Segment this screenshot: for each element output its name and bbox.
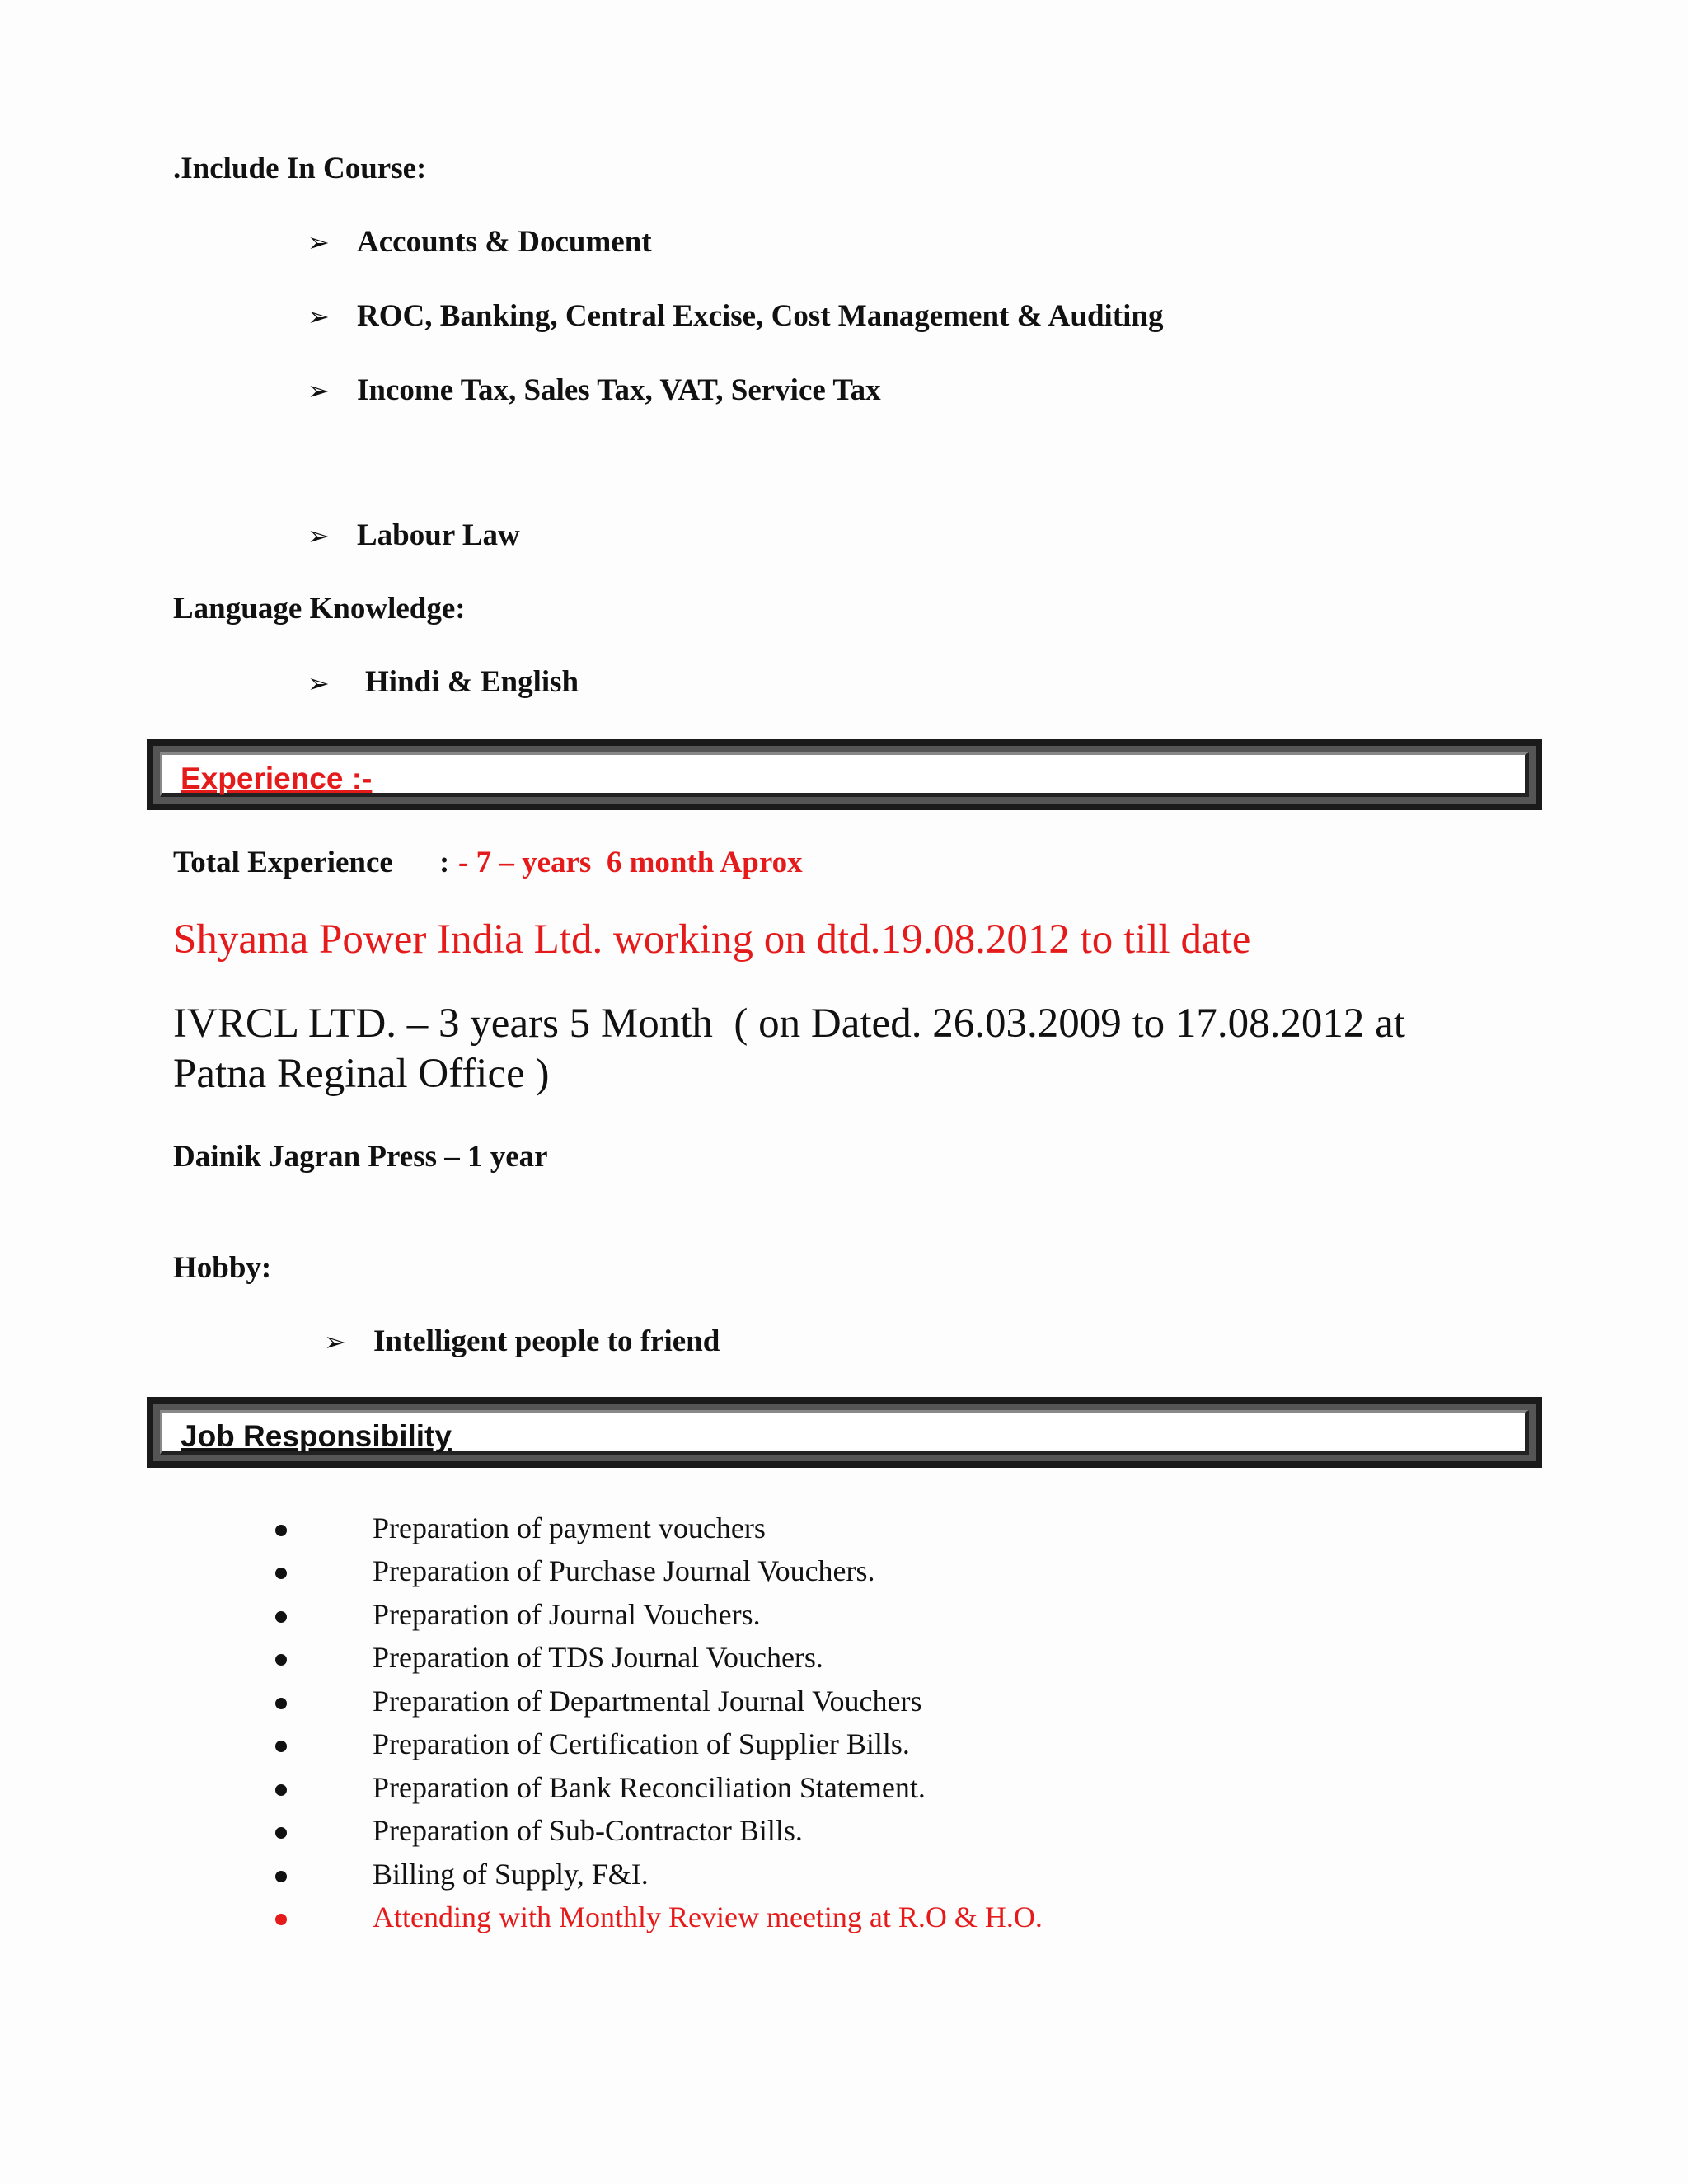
- course-item: Income Tax, Sales Tax, VAT, Service Tax: [357, 373, 881, 407]
- round-bullet-icon: [275, 1827, 287, 1839]
- job-item: Preparation of Journal Vouchers.: [373, 1598, 761, 1631]
- course-item: Labour Law: [357, 518, 520, 552]
- language-item: Hindi & English: [365, 665, 579, 699]
- job-item: Preparation of Sub-Contractor Bills.: [373, 1814, 803, 1847]
- job-item: Preparation of Departmental Journal Vouchers: [373, 1685, 922, 1718]
- round-bullet-icon: [275, 1525, 287, 1536]
- job-item: Preparation of payment vouchers: [373, 1511, 766, 1544]
- total-experience-value: - 7 – years 6 month Aprox: [458, 846, 803, 879]
- total-experience-label: Total Experience: [173, 846, 393, 879]
- language-heading: Language Knowledge:: [173, 592, 466, 626]
- arrowhead-bullet-icon: ➢: [307, 301, 330, 332]
- round-bullet-icon: [275, 1741, 287, 1752]
- arrowhead-bullet-icon: ➢: [307, 520, 330, 551]
- job-section-title: Job Responsibility: [181, 1419, 452, 1453]
- job-item-highlighted: Attending with Monthly Review meeting at R.O & H.O.: [373, 1900, 1043, 1933]
- hobby-item: Intelligent people to friend: [373, 1324, 720, 1358]
- ivrcl-job-line2: Patna Reginal Office ): [173, 1051, 550, 1097]
- experience-section-title: Experience :-: [181, 762, 373, 795]
- hobby-heading: Hobby:: [173, 1251, 272, 1285]
- total-experience-separator: :: [439, 846, 450, 879]
- round-bullet-icon: [275, 1698, 287, 1709]
- dainik-job: Dainik Jagran Press – 1 year: [173, 1140, 548, 1174]
- job-section-header: [147, 1397, 1542, 1468]
- round-bullet-icon: [275, 1871, 287, 1882]
- arrowhead-bullet-icon: ➢: [307, 668, 330, 699]
- course-item: Accounts & Document: [357, 225, 652, 259]
- job-item: Preparation of Purchase Journal Vouchers.: [373, 1554, 875, 1587]
- round-bullet-icon: [275, 1784, 287, 1796]
- arrowhead-bullet-icon: ➢: [307, 227, 330, 258]
- round-bullet-icon: [275, 1568, 287, 1579]
- round-bullet-icon: [275, 1611, 287, 1623]
- round-bullet-icon: [275, 1654, 287, 1666]
- experience-section-header: [147, 739, 1542, 810]
- course-item: ROC, Banking, Central Excise, Cost Management & Auditing: [357, 299, 1164, 333]
- job-item: Preparation of Certification of Supplier Bills.: [373, 1727, 910, 1760]
- job-item: Preparation of TDS Journal Vouchers.: [373, 1641, 823, 1674]
- ivrcl-job-line1: IVRCL LTD. – 3 years 5 Month ( on Dated. 26.03.2009 to 17.08.2012 at: [173, 1001, 1405, 1047]
- arrowhead-bullet-icon: ➢: [307, 375, 330, 406]
- job-item: Preparation of Bank Reconciliation Statement.: [373, 1771, 926, 1804]
- current-job: Shyama Power India Ltd. working on dtd.19.08.2012 to till date: [173, 916, 1251, 963]
- job-item: Billing of Supply, F&I.: [373, 1858, 649, 1891]
- course-heading: .Include In Course:: [173, 152, 427, 185]
- arrowhead-bullet-icon: ➢: [324, 1326, 346, 1357]
- round-bullet-icon: [275, 1914, 287, 1925]
